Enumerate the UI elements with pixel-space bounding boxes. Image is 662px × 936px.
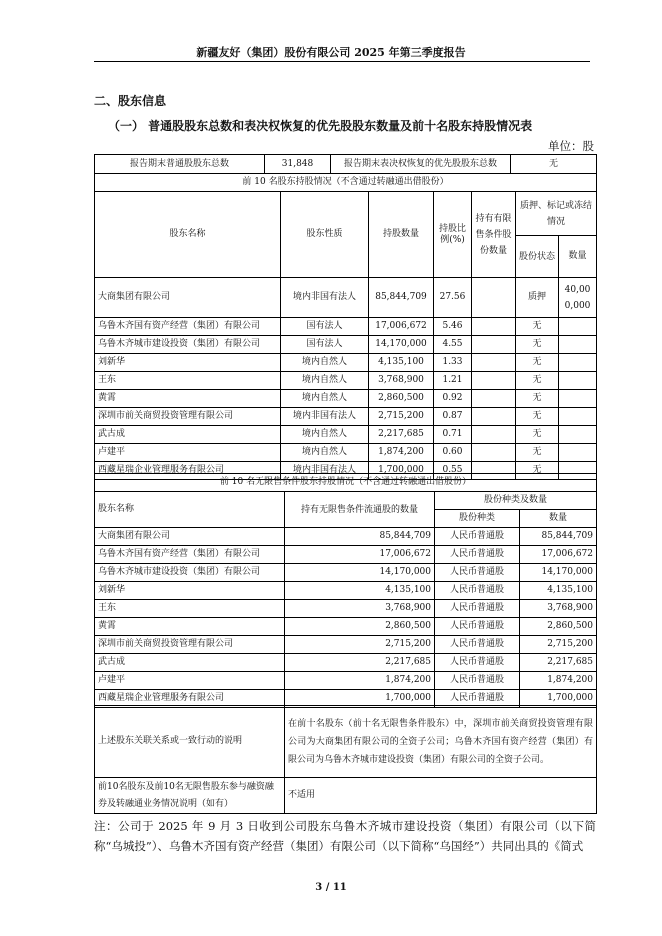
shareholder-nature: 境内自然人 [281,426,369,444]
col-header-nature: 股东性质 [281,192,369,278]
col-header-pledge-qty: 数量 [559,236,597,278]
shares-held: 14,170,000 [369,336,434,354]
share-type: 人民币普通股 [435,690,520,708]
pledge-status: 无 [516,408,559,426]
shareholder-name: 大商集团有限公司 [95,278,281,318]
unrestricted-count: 14,170,000 [285,564,435,582]
share-type: 人民币普通股 [435,546,520,564]
share-qty: 2,715,200 [520,636,597,654]
shareholder-name: 大商集团有限公司 [95,528,285,546]
shareholder-name: 王东 [95,372,281,390]
holding-ratio: 0.55 [434,462,472,480]
table-row [95,654,597,672]
unrestricted-count: 17,006,672 [285,546,435,564]
shareholder-name: 乌鲁木齐国有资产经营（集团）有限公司 [95,318,281,336]
unit-label: 单位：股 [548,139,594,153]
restricted-shares [472,390,516,408]
shareholder-name: 西藏星瑞企业管理服务有限公司 [95,462,281,480]
shareholder-name: 乌鲁木齐国有资产经营（集团）有限公司 [95,546,285,564]
total-holders-value: 31,848 [265,155,331,174]
share-qty: 1,700,000 [520,690,597,708]
shareholder-nature: 境内自然人 [281,354,369,372]
shareholder-name: 武古成 [95,426,281,444]
shares-held: 2,715,200 [369,408,434,426]
share-qty: 14,170,000 [520,564,597,582]
footnote: 注：公司于 2025 年 9 月 3 日收到公司股东乌鲁木齐城市建设投资（集团）有限公司（以下简称“乌城投”）、乌鲁木齐国有资产经营（集团）有限公司（以下简称“乌国经”）共同出具的《简式 [94,819,596,853]
header-rule [94,61,590,62]
holding-ratio: 0.92 [434,390,472,408]
holding-ratio: 5.46 [434,318,472,336]
table-row [95,444,597,462]
shareholder-notes-table [94,705,597,814]
pledge-qty [559,354,597,372]
col-header-name: 股东名称 [95,192,281,278]
restricted-shares [472,408,516,426]
share-type: 人民币普通股 [435,618,520,636]
pledge-qty [559,372,597,390]
restricted-shares [472,444,516,462]
table-row [95,672,597,690]
page-number: 3 / 11 [315,882,347,893]
total-holders-label: 报告期末普通股股东总数 [95,155,265,174]
share-type: 人民币普通股 [435,672,520,690]
shareholder-name: 卢建平 [95,444,281,462]
shareholder-name: 武古成 [95,654,285,672]
share-qty: 2,217,685 [520,654,597,672]
restricted-shares [472,426,516,444]
table-row [95,318,597,336]
holding-ratio: 4.55 [434,336,472,354]
shares-held: 85,844,709 [369,278,434,318]
unrestricted-count: 1,874,200 [285,672,435,690]
pledge-status: 无 [516,318,559,336]
pledge-status: 无 [516,462,559,480]
margin-trading-text: 不适用 [285,778,597,814]
col-header-name: 股东名称 [95,492,285,528]
unrestricted-count: 3,768,900 [285,600,435,618]
shares-held: 3,768,900 [369,372,434,390]
col-header-qty: 数量 [520,510,597,528]
col-header-count: 持有无限售条件流通股的数量 [285,492,435,528]
top10-shareholders-table [94,173,597,480]
margin-trading-label: 前10名股东及前10名无限售股东参与融资融券及转融通业务情况说明（如有） [95,778,285,814]
pledge-status: 无 [516,354,559,372]
restricted-shares [472,336,516,354]
shareholder-name: 乌鲁木齐城市建设投资（集团）有限公司 [95,564,285,582]
pledge-status: 无 [516,336,559,354]
shares-held: 2,860,500 [369,390,434,408]
pledge-status: 无 [516,390,559,408]
subsection-title: （一） 普通股股东总数和表决权恢复的优先股股东数量及前十名股东持股情况表 [108,119,533,133]
pledge-status: 无 [516,372,559,390]
col-header-type-group: 股份种类及数量 [435,492,597,510]
preferred-holders-value: 无 [511,155,597,174]
shareholder-name: 黄霄 [95,390,281,408]
restricted-shares [472,372,516,390]
holding-ratio: 27.56 [434,278,472,318]
unrestricted-count: 2,860,500 [285,618,435,636]
shareholder-name: 黄霄 [95,618,285,636]
pledge-qty: 40,000,000 [559,278,597,318]
relation-label: 上述股东关联关系或一致行动的说明 [95,706,285,778]
shareholder-nature: 境内非国有法人 [281,408,369,426]
share-type: 人民币普通股 [435,582,520,600]
restricted-shares [472,318,516,336]
top10-title: 前 10 名股东持股情况（不含通过转融通出借股份） [95,174,597,192]
table-row [95,600,597,618]
table-row [95,408,597,426]
shares-held: 2,217,685 [369,426,434,444]
share-qty: 4,135,100 [520,582,597,600]
shareholder-name: 王东 [95,600,285,618]
share-qty: 3,768,900 [520,600,597,618]
share-qty: 1,874,200 [520,672,597,690]
table-row [95,278,597,318]
unrestricted-count: 85,844,709 [285,528,435,546]
pledge-status: 无 [516,426,559,444]
shareholder-name: 刘新华 [95,582,285,600]
preferred-holders-label: 报告期末表决权恢复的优先股股东总数 [331,155,511,174]
share-type: 人民币普通股 [435,654,520,672]
shareholder-name: 深圳市前关商贸投资管理有限公司 [95,408,281,426]
restricted-shares [472,354,516,372]
col-header-pledge-status: 股份状态 [516,236,559,278]
table-row [95,564,597,582]
unrestricted-shareholders-table [94,473,597,708]
shareholder-nature: 境内自然人 [281,390,369,408]
pledge-status: 无 [516,444,559,462]
col-header-shares: 持股数量 [369,192,434,278]
holding-ratio: 0.71 [434,426,472,444]
unrestricted-count: 2,217,685 [285,654,435,672]
unrestricted-count: 2,715,200 [285,636,435,654]
section-title: 二、股东信息 [94,94,167,108]
share-qty: 2,860,500 [520,618,597,636]
unrestricted-count: 4,135,100 [285,582,435,600]
pledge-qty [559,390,597,408]
col-header-restricted: 持有有限售条件股份数量 [472,192,516,278]
shareholder-name: 刘新华 [95,354,281,372]
shareholder-nature: 境内自然人 [281,444,369,462]
shares-held: 4,135,100 [369,354,434,372]
shareholder-nature: 国有法人 [281,336,369,354]
holding-ratio: 0.87 [434,408,472,426]
pledge-qty [559,336,597,354]
shareholder-name: 深圳市前关商贸投资管理有限公司 [95,636,285,654]
shares-held: 1,700,000 [369,462,434,480]
shareholder-nature: 境内非国有法人 [281,462,369,480]
table-row [95,582,597,600]
shareholder-name: 乌鲁木齐城市建设投资（集团）有限公司 [95,336,281,354]
table-row [95,372,597,390]
holding-ratio: 1.21 [434,372,472,390]
col-header-ratio: 持股比例(%) [434,192,472,278]
share-type: 人民币普通股 [435,600,520,618]
relation-text: 在前十名股东（前十名无限售条件股东）中，深圳市前关商贸投资管理有限公司为大商集团有限公司的全资子公司；乌鲁木齐国有资产经营（集团）有限公司为乌鲁木齐城市建设投资（集团）有限公司的全资子公司。 [285,706,597,778]
pledge-status: 质押 [516,278,559,318]
shareholder-nature: 境内自然人 [281,372,369,390]
table-row [95,336,597,354]
share-qty: 85,844,709 [520,528,597,546]
holding-ratio: 1.33 [434,354,472,372]
pledge-qty [559,318,597,336]
col-header-pledge: 质押、标记或冻结情况 [516,192,597,236]
table-row [95,354,597,372]
shareholder-name: 西藏星瑞企业管理服务有限公司 [95,690,285,708]
table-row [95,618,597,636]
table-row [95,390,597,408]
share-type: 人民币普通股 [435,528,520,546]
shareholder-summary-table [94,154,597,174]
table-row [95,546,597,564]
pledge-qty [559,408,597,426]
shareholder-nature: 境内非国有法人 [281,278,369,318]
shareholder-name: 卢建平 [95,672,285,690]
share-type: 人民币普通股 [435,564,520,582]
document-header: 新疆友好（集团）股份有限公司 2025 年第三季度报告 [196,46,466,59]
unrestricted-count: 1,700,000 [285,690,435,708]
restricted-shares [472,278,516,318]
shares-held: 1,874,200 [369,444,434,462]
table-row [95,528,597,546]
table-row [95,426,597,444]
holding-ratio: 0.60 [434,444,472,462]
col-header-type: 股份种类 [435,510,520,528]
share-type: 人民币普通股 [435,636,520,654]
pledge-qty [559,426,597,444]
table-row [95,636,597,654]
shares-held: 17,006,672 [369,318,434,336]
shareholder-nature: 国有法人 [281,318,369,336]
pledge-qty [559,444,597,462]
share-qty: 17,006,672 [520,546,597,564]
unrestricted-title: 前 10 名无限售条件股东持股情况（不含通过转融通出借股份） [95,474,597,492]
